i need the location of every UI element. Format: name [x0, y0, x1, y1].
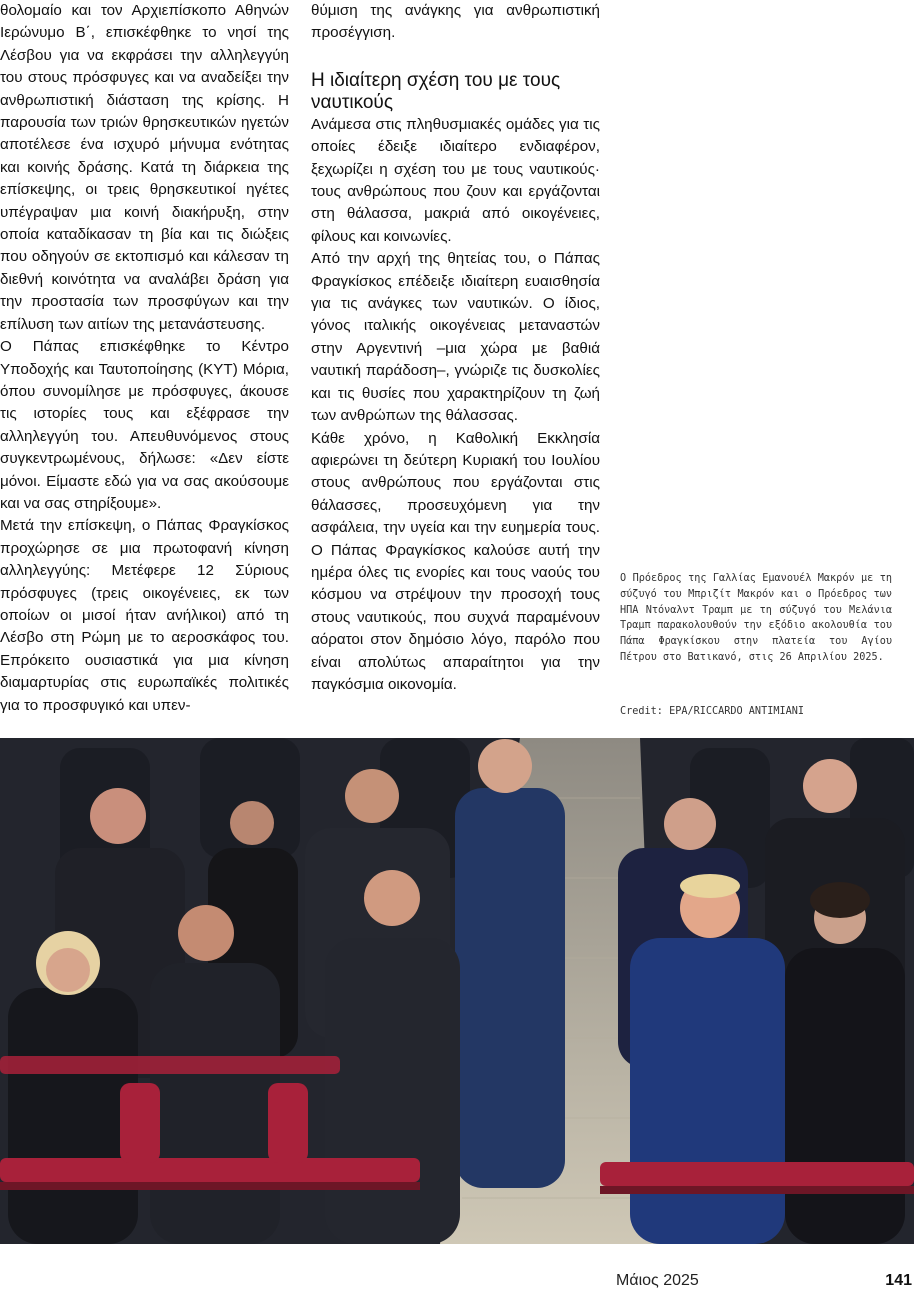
- paragraph: Από την αρχή της θητείας του, ο Πάπας Φραγκίσκος επέδειξε ιδιαίτερη ευαισθησία για τις ανάγκες των ναυτικών. Ο ίδιος, γόνος ιταλικής οικογένειας μεταναστών στην Αργεντινή –μια χώρα με βαθιά ναυτική παράδοση–, γνώριζε τις δυσκολίες και τις θυσίες που χαρακτηρίζουν τη ζωή των ανθρώπων της θάλασσας.: [311, 250, 600, 425]
- footer-issue-date: Μάιος 2025: [616, 1272, 699, 1289]
- ceremony-photo: [0, 738, 914, 1244]
- ceremony-photo-illustration: [0, 738, 914, 1244]
- paragraph: Ο Πάπας επισκέφθηκε το Κέντρο Υποδοχής και Ταυτοποίησης (ΚΥΤ) Μόρια, όπου συνομίλησε με πρόσφυγες, άκουσε τις ιστορίες τους και εξέφρασε την αλληλεγγύη του. Απευθυνόμενος στους συγκεντρωμένους, δήλωσε: «Δεν είστε μόνοι. Είμαστε εδώ για να σας ακούσουμε και να σας στηρίξουμε».: [0, 338, 289, 512]
- paragraph-lead: θύμιση της ανάγκης για ανθρωπιστική προσέγγιση.: [311, 2, 600, 42]
- paragraph: θολομαίο και τον Αρχιεπίσκοπο Αθηνών Ιερώνυμο Β΄, επισκέφθηκε το νησί της Λέσβου για να εκφράσει την αλληλεγγύη του στους πρόσφυγες και να αναδείξει την ανθρωπιστική διάσταση της κρίσης. Η παρουσία των τριών θρησκευτικών ηγετών αποτέλεσε ένα ισχυρό μήνυμα ενότητας και κοινής δράσης. Κατά τη διάρκεια της επίσκεψης, οι τρεις θρησκευτικοί ηγέτες υπέγραψαν μια κοινή διακήρυξη, στην οποία καταδίκασαν τη βία και τις διώξεις που οδηγούν σε εκτοπισμό και κάλεσαν τη διεθνή κοινότητα να αναλάβει δράση για την προστασία των προσφύγων και την επίλυση των αιτίων της μετανάστευσης.: [0, 2, 289, 333]
- photo-caption: Ο Πρόεδρος της Γαλλίας Εμανουέλ Μακρόν με τη σύζυγό του Μπριζίτ Μακρόν και ο Πρόεδρος των ΗΠΑ Ντόναλντ Τραμπ με τη σύζυγό του Μελάνια Τραμπ παρακολουθούν την εξόδιο ακολουθία του Πάπα Φραγκίσκου στην πλατεία του Αγίου Πέτρου στο Βατικανό, στις 26 Απριλίου 2025.: [620, 573, 892, 663]
- page-number: 141: [885, 1272, 912, 1289]
- paragraph: Μετά την επίσκεψη, ο Πάπας Φραγκίσκος προχώρησε σε μια πρωτοφανή κίνηση αλληλεγγύης: Μετέφερε 12 Σύριους πρόσφυγες (τρεις οικογένειες, εκ των οποίων οι μισοί ήταν ανήλικοι) από τη Λέσβο στη Ρώμη με το αεροσκάφος του. Επρόκειτο ουσιαστικά για μια κίνηση διαμαρτυρίας στις ευρωπαϊκές πολιτικές για το προσφυγικό και υπεν-: [0, 517, 289, 714]
- paragraph: Κάθε χρόνο, η Καθολική Εκκλησία αφιερώνει τη δεύτερη Κυριακή του Ιουλίου στους ανθρώπους που εργάζονται στις θάλασσες, προσευχόμενη για την ασφάλεια, την υγεία και την ευημερία τους. Ο Πάπας Φραγκίσκος καλούσε αυτή την ημέρα όλες τις ενορίες και τους ναούς του κόσμου να στρέψουν την προσοχή τους στους ναυτικούς, που συχνά παραμένουν αόρατοι στον δημόσιο λόγο, παρόλο που είναι απολύτως απαραίτητοι για την παγκόσμια οικονομία.: [311, 429, 600, 693]
- section-heading: Η ιδιαίτερη σχέση του με τους ναυτικούς: [311, 69, 561, 113]
- photo-credit: Credit: EPA/RICCARDO ANTIMIANI: [620, 706, 805, 717]
- paragraph: Ανάμεσα στις πληθυσμιακές ομάδες για τις οποίες έδειξε ιδιαίτερο ενδιαφέρον, ξεχωρίζει η σχέση του με τους ναυτικούς· τους ανθρώπους που ζουν και εργάζονται στη θάλασσα, μακριά από οικογένειες, φίλους και κοινωνίες.: [311, 115, 600, 245]
- article-column-1: [0, 0, 289, 717]
- article-column-2: [311, 0, 600, 696]
